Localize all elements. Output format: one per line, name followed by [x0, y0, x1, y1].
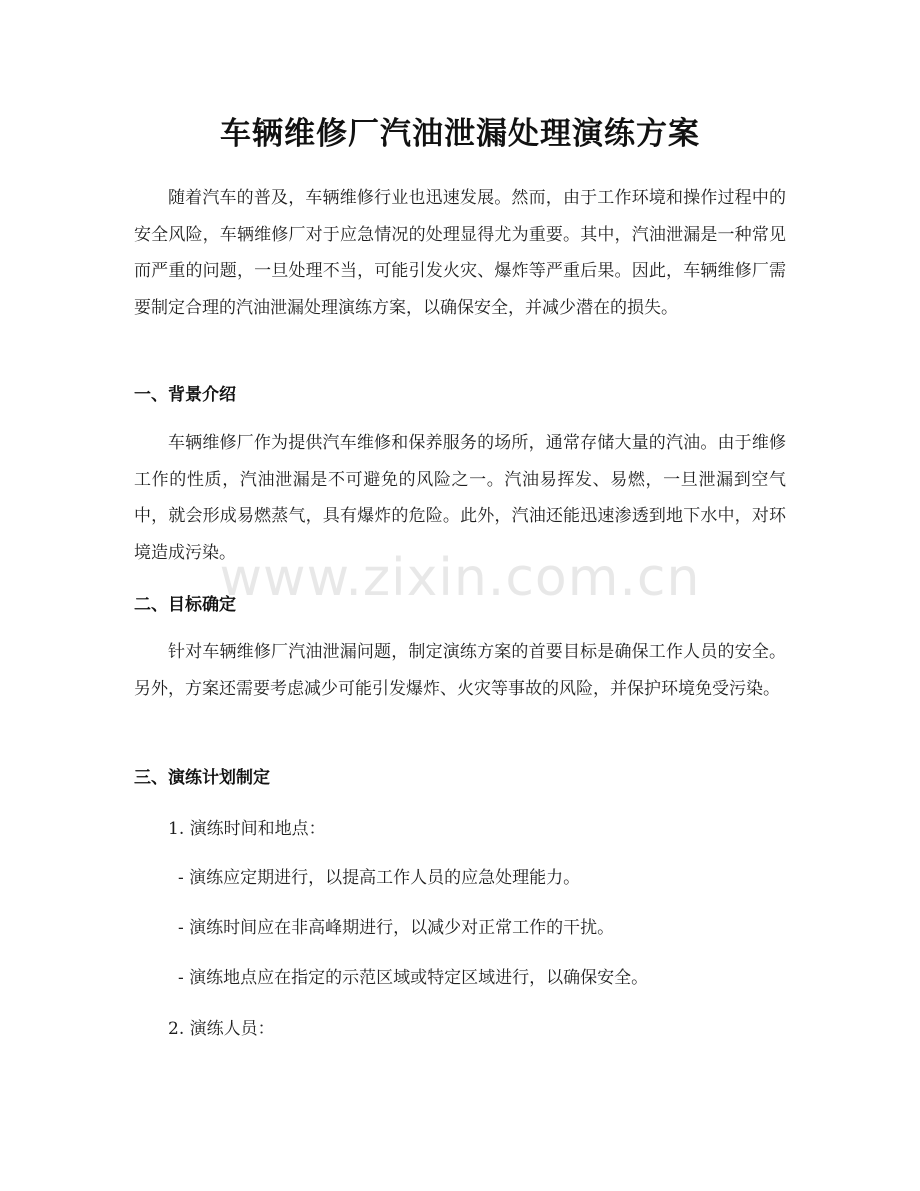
section-heading-plan: 三、演练计划制定: [134, 768, 270, 788]
list-item: 2. 演练人员：: [168, 1019, 275, 1039]
document-title: 车辆维修厂汽油泄漏处理演练方案: [220, 116, 700, 152]
list-item: - 演练应定期进行，以提高工作人员的应急处理能力。: [178, 868, 581, 888]
list-item: - 演练地点应在指定的示范区域或特定区域进行，以确保安全。: [178, 968, 649, 988]
section-heading-background: 一、背景介绍: [134, 385, 236, 405]
list-item: - 演练时间应在非高峰期进行，以减少对正常工作的干扰。: [178, 918, 615, 938]
section-heading-goals: 二、目标确定: [134, 595, 236, 615]
watermark: www.zixin.com.cn: [219, 548, 701, 608]
list-item: 1. 演练时间和地点：: [168, 819, 326, 839]
section-body-goals: 针对车辆维修厂汽油泄漏问题，制定演练方案的首要目标是确保工作人员的安全。另外，方案还需要考虑减少可能引发爆炸、火灾等事故的风险，并保护环境免受污染。: [134, 642, 786, 699]
intro-paragraph: 随着汽车的普及，车辆维修行业也迅速发展。然而，由于工作环境和操作过程中的安全风险，车辆维修厂对于应急情况的处理显得尤为重要。其中，汽油泄漏是一种常见而严重的问题，一旦处理不当，可能引发火灾、爆炸等严重后果。因此，车辆维修厂需要制定合理的汽油泄漏处理演练方案，以确保安全，并减少潜在的损失。: [134, 188, 786, 318]
section-body-background: 车辆维修厂作为提供汽车维修和保养服务的场所，通常存储大量的汽油。由于维修工作的性质，汽油泄漏是不可避免的风险之一。汽油易挥发、易燃，一旦泄漏到空气中，就会形成易燃蒸气，具有爆炸的危险。此外，汽油还能迅速渗透到地下水中，对环境造成污染。: [134, 433, 786, 563]
